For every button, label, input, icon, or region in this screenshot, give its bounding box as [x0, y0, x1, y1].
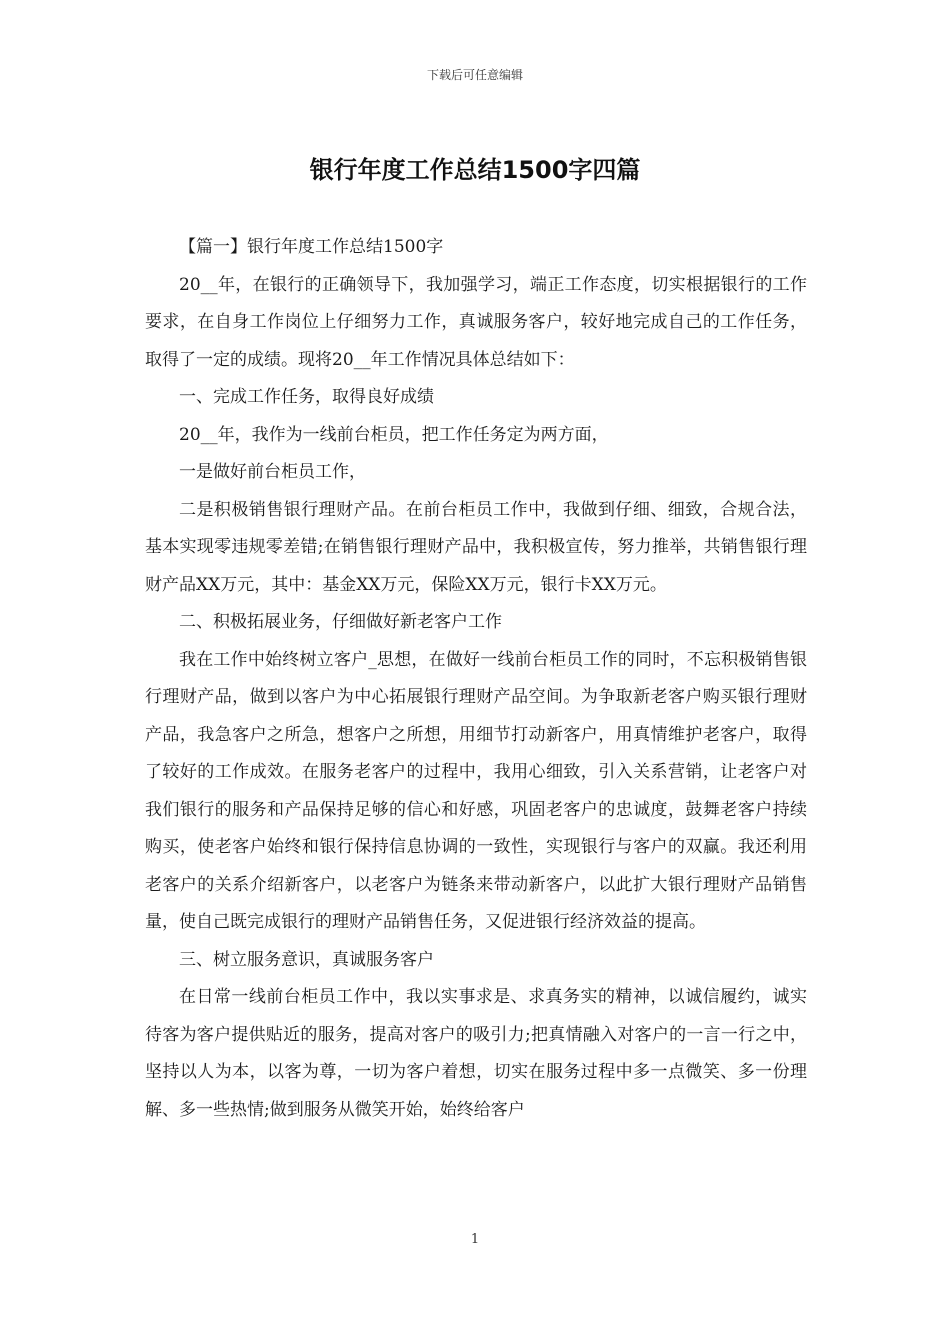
body-paragraph: 我在工作中始终树立客户_思想，在做好一线前台柜员工作的同时，不忘积极销售银行理财产品，做到以客户为中心拓展银行理财产品空间。为争取新老客户购买银行理财产品，我急客户之所急，想客户之所想，用细节打动新客户，用真情维护老客户，取得了较好的工作成效。在服务老客户的过程中，我用心细致，引入关系营销，让老客户对我们银行的服务和产品保持足够的信心和好感，巩固老客户的忠诚度，鼓舞老客户持续购买，使老客户始终和银行保持信息协调的一致性，实现银行与客户的双赢。我还利用老客户的关系介绍新客户，以老客户为链条来带动新客户，以此扩大银行理财产品销售量，使自己既完成银行的理财产品销售任务，又促进银行经济效益的提高。	[145, 649, 807, 932]
body-paragraph: 一是做好前台柜员工作，	[179, 462, 366, 482]
page-header-note: 下载后可任意编辑	[426, 68, 523, 82]
page-number: 1	[470, 1232, 480, 1247]
document-title: 银行年度工作总结1500字四篇	[309, 156, 641, 184]
body-paragraph: 20__年，在银行的正确领导下，我加强学习，端正工作态度，切实根据银行的工作要求，在自身工作岗位上仔细努力工作，真诚服务客户，较好地完成自己的工作任务，取得了一定的成绩。现将20__年工作情况具体总结如下：	[145, 274, 807, 370]
body-paragraph: 20__年，我作为一线前台柜员，把工作任务定为两方面，	[179, 424, 609, 445]
document-body	[145, 229, 807, 1129]
section-heading: 一、完成工作任务，取得良好成绩	[179, 387, 434, 407]
section-heading: 三、树立服务意识，真诚服务客户	[179, 949, 434, 970]
body-paragraph: 二是积极销售银行理财产品。在前台柜员工作中，我做到仔细、细致，合规合法，基本实现零违规零差错;在销售银行理财产品中，我积极宣传，努力推举，共销售银行理财产品XX万元，其中：基金XX万元，保险XX万元，银行卡XX万元。	[145, 499, 807, 595]
section-heading: 二、积极拓展业务，仔细做好新老客户工作	[179, 612, 502, 632]
body-paragraph: 在日常一线前台柜员工作中，我以实事求是、求真务实的精神，以诚信履约，诚实待客为客户提供贴近的服务，提高对客户的吸引力;把真情融入对客户的一言一行之中，坚持以人为本，以客为尊，一切为客户着想，切实在服务过程中多一点微笑、多一份理解、多一些热情;做到服务从微笑开始，始终给客户	[145, 987, 807, 1120]
section-heading-part-one: 【篇一】银行年度工作总结1500字	[179, 237, 444, 257]
